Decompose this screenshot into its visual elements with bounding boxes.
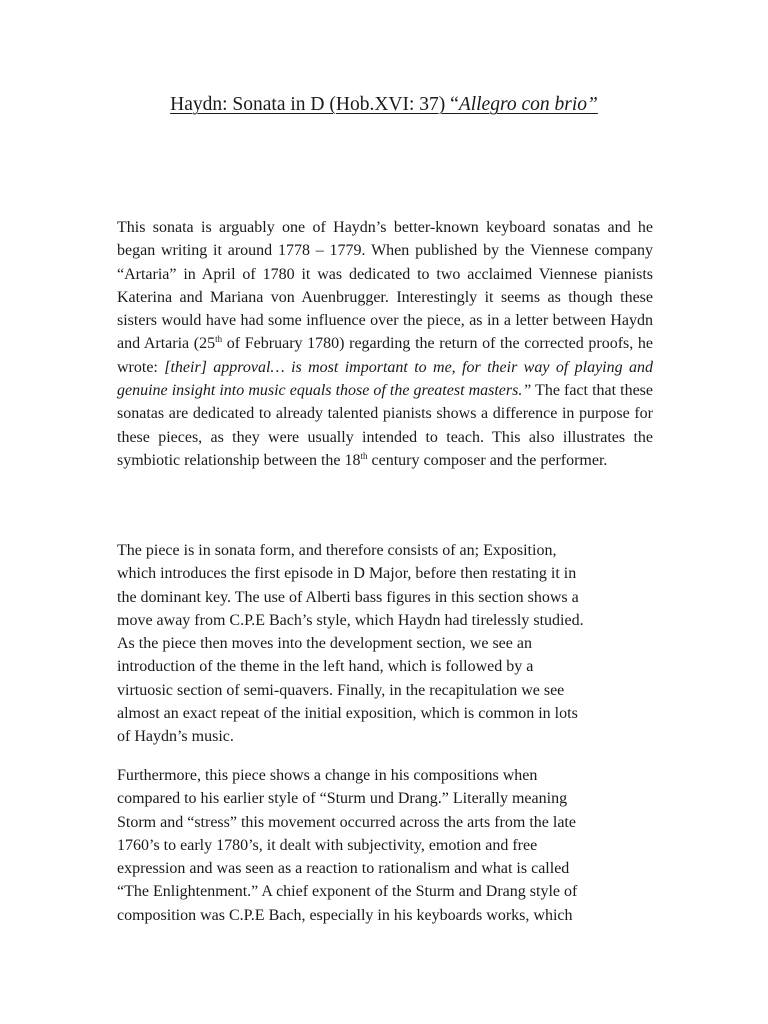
- paragraph-1-line: and he began writing it around 1778 – 1779. When published by the: [117, 219, 654, 260]
- paragraph-1-line: that these sonatas are dedicated to already talented pianists shows a: [117, 382, 654, 423]
- paragraph-1-line: influence over the piece, as in a letter between Haydn and Artaria (25: [117, 312, 654, 353]
- title-main: Haydn: Sonata in D (Hob.XVI: 37) “: [170, 94, 459, 115]
- paragraph-2-line: As the piece then moves into the development section, we see an: [117, 635, 532, 653]
- paragraph-3-line: 1760’s to early 1780’s, it dealt with subjectivity, emotion and free: [117, 836, 538, 854]
- paragraph-1-line: teach. This also illustrates the symbiotic relationship between the 18: [117, 428, 654, 469]
- paragraph-2-line: of Haydn’s music.: [117, 728, 234, 746]
- paragraph-1-line: Interestingly it seems as though these sisters would have had some: [117, 288, 653, 330]
- title-movement: Allegro con brio”: [458, 94, 598, 115]
- paragraph-3-line: Storm and “stress” this movement occurred across the arts from the late: [117, 813, 576, 831]
- paragraph-2: [117, 539, 653, 749]
- paragraph-1-line: acclaimed Viennese pianists Katerina and Mariana von Auenbrugger.: [117, 265, 654, 306]
- paragraph-3-line: expression and was seen as a reaction to rationalism and what is called: [117, 860, 570, 878]
- paragraph-3-line: compared to his earlier style of “Sturm und Drang.” Literally meaning: [117, 790, 568, 808]
- paragraph-2-line: virtuosic section of semi-quavers. Finally, in the recapitulation we see: [117, 681, 565, 699]
- paragraph-2-line: almost an exact repeat of the initial exposition, which is common in lots: [117, 705, 578, 723]
- paragraph-1-line: of: [222, 335, 241, 353]
- paragraph-2-line: introduction of the theme in the left hand, which is followed by a: [117, 658, 534, 676]
- haydn-quote-line: [their] approval… is most important to me, for their way of playing and: [164, 358, 654, 376]
- document-title: [0, 93, 768, 117]
- paragraph-2-line: move away from C.P.E Bach’s style, which Haydn had tirelessly studied.: [117, 611, 584, 629]
- paragraph-1-line: February 1780) regarding the return of the corrected proofs, he wrote:: [117, 335, 654, 376]
- ordinal-superscript: th: [360, 450, 368, 461]
- paragraph-1-line: This sonata is arguably one of Haydn’s better-known keyboard sonatas: [117, 219, 601, 236]
- paragraph-1-line: The fact: [531, 382, 588, 400]
- ordinal-superscript: th: [215, 334, 223, 345]
- paragraph-3: [117, 764, 653, 927]
- paragraph-3-line: “The Enlightenment.” A chief exponent of the Sturm and Drang style of: [117, 883, 578, 901]
- paragraph-2-line: The piece is in sonata form, and therefore consists of an; Exposition,: [117, 542, 557, 559]
- paragraph-1-line: Viennese company “Artaria” in April of 1780 it was dedicated to two: [117, 242, 654, 283]
- paragraph-1: [117, 216, 653, 472]
- haydn-quote-line: genuine insight into music equals those of the greatest masters.”: [117, 382, 532, 400]
- title-underlined-text: [170, 94, 598, 115]
- paragraph-2-line: which introduces the first episode in D Major, before then restating it in: [117, 565, 577, 583]
- paragraph-3-line: Furthermore, this piece shows a change in his compositions when: [117, 767, 538, 784]
- paragraph-1-line: century composer and the performer.: [371, 451, 608, 469]
- paragraph-3-line: composition was C.P.E Bach, especially in his keyboards works, which: [117, 906, 573, 924]
- paragraph-2-line: the dominant key. The use of Alberti bass figures in this section shows a: [117, 588, 579, 606]
- paragraph-1-line: difference in purpose for these pieces, as they were usually intended to: [117, 405, 653, 446]
